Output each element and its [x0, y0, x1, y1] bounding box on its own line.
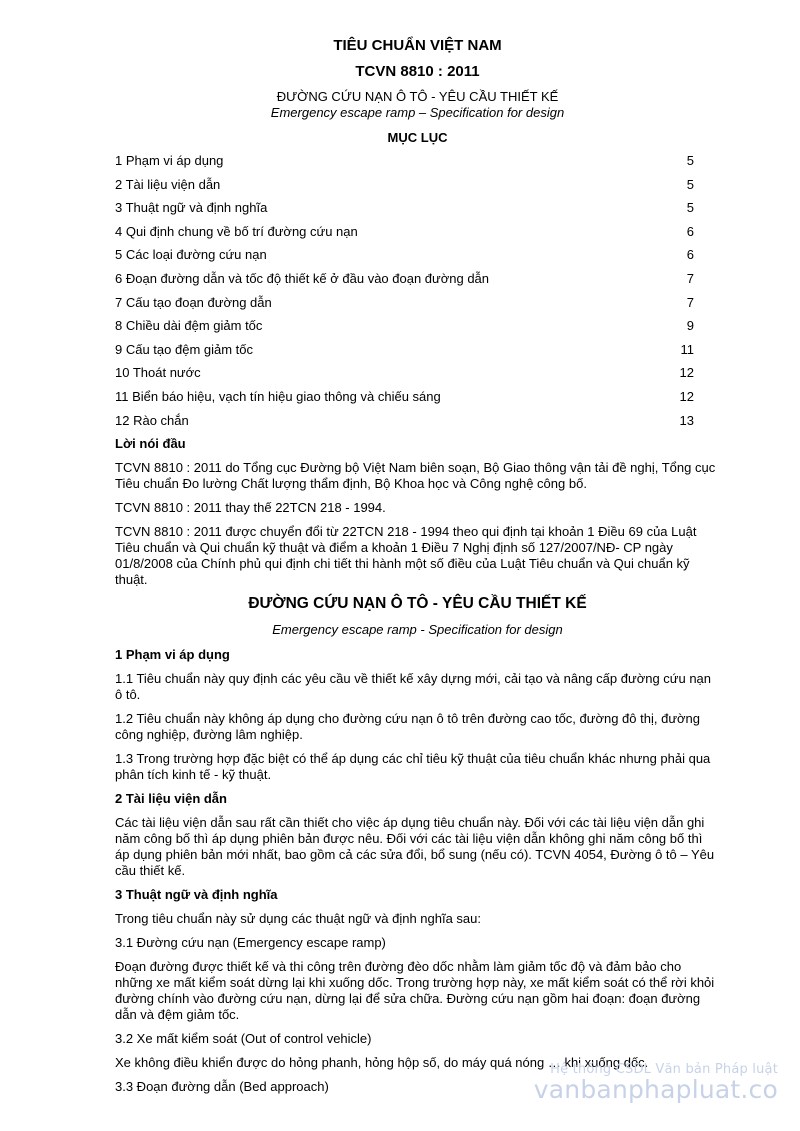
toc-item-page: 6	[686, 223, 694, 239]
toc-item-page: 5	[686, 176, 694, 192]
document-page	[115, 38, 720, 1103]
toc-title: MỤC LỤC	[387, 130, 448, 145]
toc-item[interactable]	[115, 365, 720, 389]
toc-item[interactable]	[115, 177, 720, 201]
body-title: ĐƯỜNG CỨU NẠN Ô TÔ - YÊU CẦU THIẾT KẾ	[248, 595, 587, 613]
toc-item[interactable]	[115, 295, 720, 319]
toc-item-page: 7	[686, 294, 694, 310]
term-3-1: 3.1 Đường cứu nạn (Emergency escape ramp)	[115, 935, 386, 951]
toc-item[interactable]	[115, 153, 720, 177]
body-subtitle: Emergency escape ramp - Specification for design	[272, 622, 563, 638]
clause-1-2: 1.2 Tiêu chuẩn này không áp dụng cho đường cứu nạn ô tô trên đường cao tốc, đường đô thị, đường công nghiệp, đường lâm nghiệp.	[115, 711, 700, 743]
toc-item-page: 5	[686, 200, 694, 216]
toc-item[interactable]	[115, 318, 720, 342]
term-3-1-definition: Đoạn đường được thiết kế và thi công trên đường đèo dốc nhằm làm giảm tốc độ và đảm bảo cho những xe mất kiểm soát dừng lại khi xuống dốc. Trong trường hợp này, xe mất kiểm soát có thể rời khỏi đường chính vào đường cứu nạn, dừng lại để sửa chữa. Đường cứu nạn gồm hai đoạn: đoạn đường dẫn và đệm giảm tốc.	[115, 959, 715, 1023]
toc-item-label: 6 Đoạn đường dẫn và tốc độ thiết kế ở đầu vào đoạn đường dẫn	[115, 270, 490, 286]
toc-item-label: 7 Cấu tạo đoạn đường dẫn	[115, 294, 272, 310]
standard-code: TCVN 8810 : 2011	[355, 63, 480, 80]
standard-heading: TIÊU CHUẨN VIỆT NAM	[333, 37, 502, 54]
toc-item[interactable]	[115, 200, 720, 224]
toc-item-label: 11 Biển báo hiệu, vạch tín hiệu giao thông và chiếu sáng	[115, 388, 441, 404]
toc-item-page: 7	[686, 270, 694, 286]
toc-item-page: 5	[686, 153, 694, 168]
toc-item-label: 8 Chiều dài đệm giảm tốc	[115, 318, 263, 334]
foreword-paragraph: TCVN 8810 : 2011 được chuyển đổi từ 22TCN 218 - 1994 theo qui định tại khoản 1 Điều 69 của Luật Tiêu chuẩn và Qui chuẩn kỹ thuật và điểm a khoản 1 Điều 7 Nghị định số 127/2007/NĐ- CP ngày 01/8/2008 của Chính phủ qui định chi tiết thi hành một số điều của Luật Tiêu chuẩn và Qui chuẩn kỹ thuật.	[115, 524, 697, 588]
toc-item-page: 9	[686, 318, 694, 334]
toc-item-page: 12	[679, 388, 694, 404]
term-3-2-definition: Xe không điều khiển được do hỏng phanh, hỏng hộp số, do máy quá nóng … khi xuống dốc.	[115, 1055, 649, 1071]
toc-item-page: 12	[679, 365, 694, 381]
clause-1-1: 1.1 Tiêu chuẩn này quy định các yêu cầu về thiết kế xây dựng mới, cải tạo và nâng cấp đường cứu nạn ô tô.	[115, 671, 712, 703]
toc-item[interactable]	[115, 224, 720, 248]
term-3-2: 3.2 Xe mất kiểm soát (Out of control vehicle)	[115, 1031, 372, 1047]
toc-item-label: 2 Tài liệu viện dẫn	[115, 176, 221, 192]
watermark	[534, 1062, 778, 1103]
toc-item[interactable]	[115, 389, 720, 413]
term-3-3: 3.3 Đoạn đường dẫn (Bed approach)	[115, 1079, 329, 1095]
references-paragraph: Các tài liệu viện dẫn sau rất cần thiết cho việc áp dụng tiêu chuẩn này. Đối với các tài liệu viện dẫn ghi năm công bố thì áp dụng phiên bản được nêu. Đối với các tài liệu viện dẫn không ghi năm công bố thì áp dụng phiên bản mới nhất, bao gồm cả các sửa đổi, bổ sung (nếu có). TCVN 4054, Đường ô tô – Yêu cầu thiết kế.	[115, 815, 715, 879]
toc-item-label: 1 Phạm vi áp dụng	[115, 153, 224, 168]
section-heading-scope: 1 Phạm vi áp dụng	[115, 647, 230, 663]
section-heading-references: 2 Tài liệu viện dẫn	[115, 791, 227, 807]
foreword-heading: Lời nói đầu	[115, 436, 186, 452]
foreword-paragraph: TCVN 8810 : 2011 do Tổng cục Đường bộ Việt Nam biên soạn, Bộ Giao thông vận tải đề nghị, Tổng cục Tiêu chuẩn Đo lường Chất lượng thẩm định, Bộ Khoa học và Công nghệ công bố.	[115, 460, 716, 492]
toc-item[interactable]	[115, 247, 720, 271]
toc-item[interactable]	[115, 271, 720, 295]
foreword-paragraph: TCVN 8810 : 2011 thay thế 22TCN 218 - 1994.	[115, 500, 386, 516]
watermark-line1: Hệ thống CSDL Văn bản Pháp luật	[550, 1062, 778, 1077]
section-heading-terms: 3 Thuật ngữ và định nghĩa	[115, 887, 278, 903]
toc-item-label: 10 Thoát nước	[115, 365, 201, 381]
toc-item[interactable]	[115, 342, 720, 366]
toc-item-page: 11	[680, 341, 694, 357]
watermark-line2: vanbanphapluat.co	[533, 1075, 778, 1104]
toc-item-page: 6	[686, 247, 694, 263]
document-title-vi: ĐƯỜNG CỨU NẠN Ô TÔ - YÊU CẦU THIẾT KẾ	[276, 89, 559, 104]
table-of-contents	[115, 153, 720, 436]
toc-item-label: 3 Thuật ngữ và định nghĩa	[115, 200, 268, 216]
toc-item-label: 5 Các loại đường cứu nạn	[115, 247, 267, 263]
document-title-en: Emergency escape ramp – Specification for design	[270, 105, 565, 120]
clause-1-3: 1.3 Trong trường hợp đặc biệt có thể áp dụng các chỉ tiêu kỹ thuật của tiêu chuẩn khác nhưng phải qua phân tích kinh tế - kỹ thuật.	[115, 751, 711, 783]
toc-item-label: 9 Cấu tạo đệm giảm tốc	[115, 341, 254, 357]
toc-item[interactable]	[115, 413, 720, 437]
terms-intro: Trong tiêu chuẩn này sử dụng các thuật ngữ và định nghĩa sau:	[115, 911, 481, 927]
toc-item-label: 4 Qui định chung về bố trí đường cứu nạn	[115, 223, 358, 239]
toc-item-label: 12 Rào chắn	[115, 412, 189, 428]
toc-item-page: 13	[679, 412, 694, 428]
